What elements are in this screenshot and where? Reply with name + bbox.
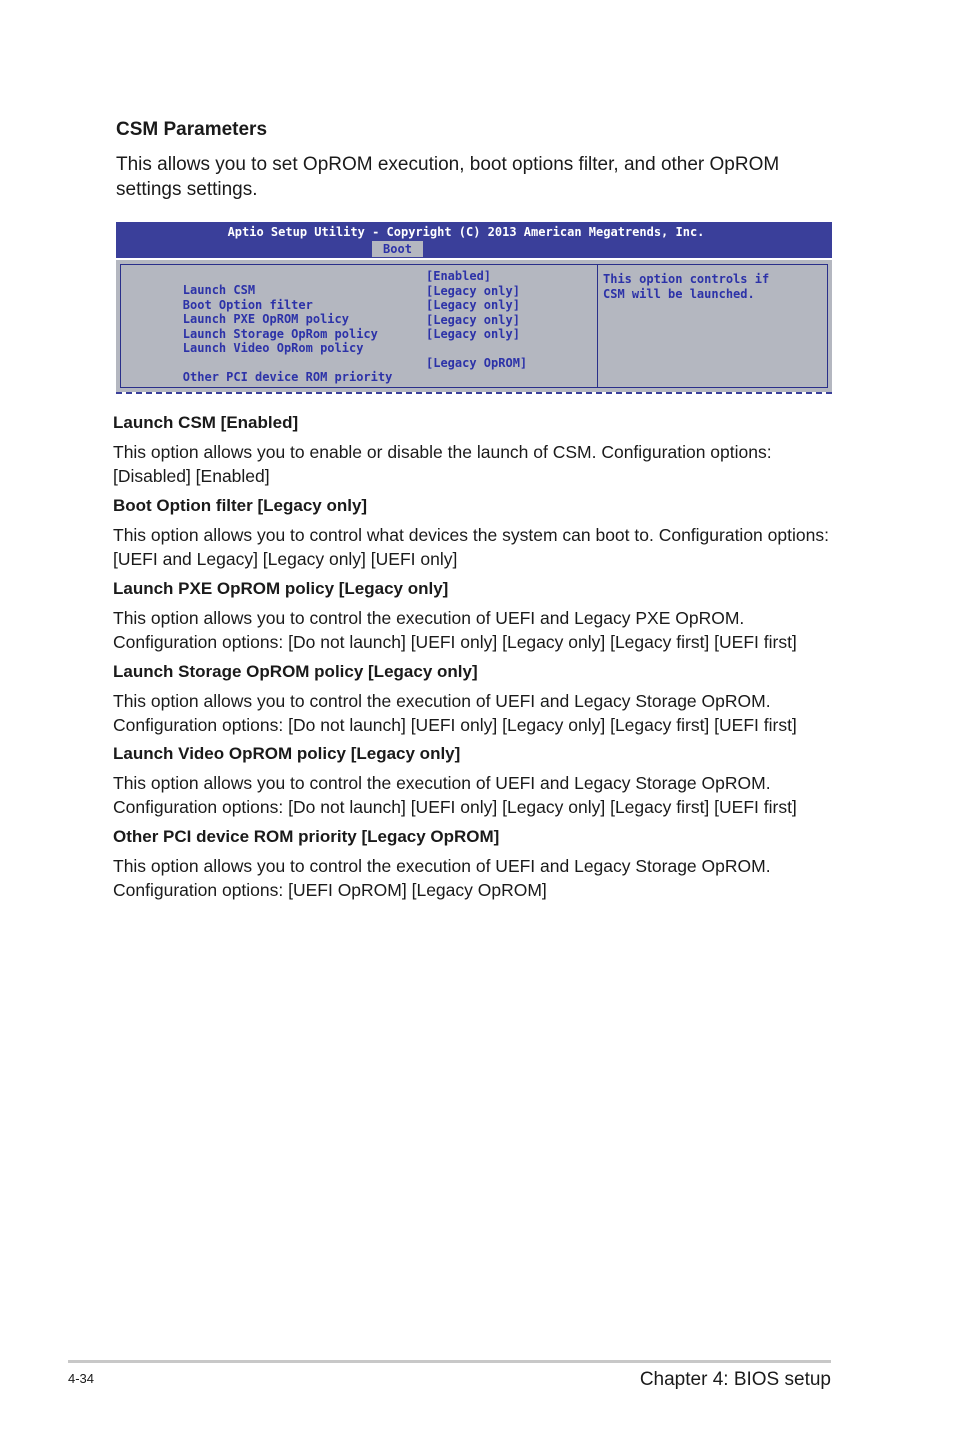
option-title: Launch PXE OpROM policy [Legacy only] xyxy=(113,579,449,598)
page-number: 4-34 xyxy=(68,1371,95,1386)
option-title: Launch CSM [Enabled] xyxy=(113,413,299,432)
bios-item-label: Boot Option filter xyxy=(182,297,313,312)
bios-settings-panel xyxy=(120,264,828,388)
bios-bottom-dashed-border xyxy=(116,392,832,394)
bios-header xyxy=(116,222,832,258)
option-description xyxy=(113,441,833,488)
option-description-line: [UEFI and Legacy] [Legacy only] [UEFI only] xyxy=(113,548,458,569)
section-title: CSM Parameters xyxy=(116,119,268,140)
bios-help-line: CSM will be launched. xyxy=(603,287,755,301)
option-description-line: Configuration options: [UEFI OpROM] [Legacy OpROM] xyxy=(113,879,547,900)
bios-panel-divider xyxy=(597,265,598,387)
option-description xyxy=(113,607,833,654)
option-description-line: This option allows you to control the execution of UEFI and Legacy Storage OpROM. xyxy=(113,856,771,876)
option-description-line: This option allows you to control the execution of UEFI and Legacy Storage OpROM. xyxy=(113,691,771,711)
option-description-line: [Disabled] [Enabled] xyxy=(113,465,270,486)
option-description-line: This option allows you to enable or disable the launch of CSM. Configuration options: xyxy=(113,442,772,462)
bios-item-value[interactable]: [Legacy only] xyxy=(426,298,520,312)
option-description xyxy=(113,524,833,571)
option-description-line: Configuration options: [Do not launch] [UEFI only] [Legacy only] [Legacy first] [UEFI first] xyxy=(113,796,797,817)
chapter-title: Chapter 4: BIOS setup xyxy=(639,1369,831,1390)
bios-item-value[interactable]: [Legacy only] xyxy=(426,312,520,327)
bios-item-label: Launch Storage OpRom policy xyxy=(182,326,378,341)
bios-item-value[interactable]: [Legacy only] xyxy=(426,283,520,298)
bios-body xyxy=(116,260,832,392)
option-title: Launch Video OpROM policy [Legacy only] xyxy=(113,744,461,763)
bios-help-text xyxy=(603,272,823,302)
option-description xyxy=(113,690,833,737)
bios-item-label: Launch Video OpRom policy xyxy=(182,341,364,355)
bios-item-value[interactable]: [Enabled] xyxy=(426,269,492,283)
option-description-line: This option allows you to control what devices the system can boot to. Configuration options: xyxy=(113,525,829,545)
option-description-line: Configuration options: [Do not launch] [UEFI only] [Legacy only] [Legacy first] [UEFI first] xyxy=(113,714,797,735)
bios-item-value[interactable]: [Legacy OpROM] xyxy=(426,356,528,370)
bios-title: Aptio Setup Utility - Copyright (C) 2013 American Megatrends, Inc. xyxy=(227,225,705,239)
option-title: Launch Storage OpROM policy [Legacy only] xyxy=(113,662,478,681)
option-description-line: This option allows you to control the execution of UEFI and Legacy PXE OpROM. xyxy=(113,608,745,628)
section-intro: This allows you to set OpROM execution, boot options filter, and other OpROM settings settings. xyxy=(116,154,780,200)
tab-boot[interactable]: Boot xyxy=(372,241,423,257)
bios-screenshot xyxy=(116,222,832,396)
bios-item-label: Launch CSM xyxy=(182,283,256,297)
option-description xyxy=(113,855,833,902)
footer-rule xyxy=(68,1360,831,1363)
option-description-line: This option allows you to control the execution of UEFI and Legacy Storage OpROM. xyxy=(113,773,771,793)
bios-item-label: Launch PXE OpROM policy xyxy=(182,312,349,326)
bios-help-line: This option controls if xyxy=(603,272,770,286)
option-description-line: Configuration options: [Do not launch] [UEFI only] [Legacy only] [Legacy first] [UEFI first] xyxy=(113,631,797,652)
option-description xyxy=(113,772,833,819)
option-title: Other PCI device ROM priority [Legacy OpROM] xyxy=(113,827,500,846)
option-title: Boot Option filter [Legacy only] xyxy=(113,496,368,515)
bios-item-label: Other PCI device ROM priority xyxy=(182,370,393,384)
bios-item-value[interactable]: [Legacy only] xyxy=(426,327,520,341)
